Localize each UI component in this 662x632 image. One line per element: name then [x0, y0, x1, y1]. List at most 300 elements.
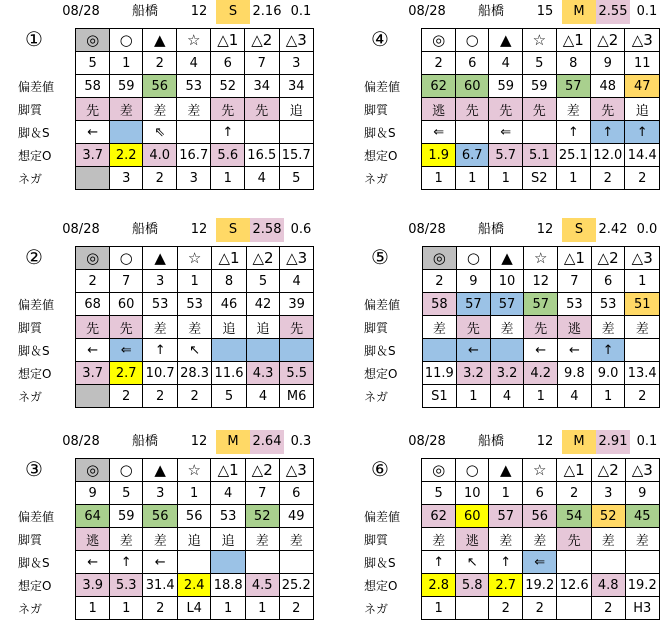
gate-cell: 9	[457, 270, 491, 293]
row-label: 脚＆S	[18, 555, 50, 570]
sym-cell: △2	[591, 29, 625, 52]
race-panel-2	[14, 218, 314, 418]
gate-row	[360, 482, 660, 505]
row-label: 想定O	[18, 148, 52, 163]
dev-cell: 53	[558, 293, 592, 316]
row-label: 偏差値	[364, 79, 401, 94]
style-cell: 追	[211, 528, 245, 551]
sym-cell: ○	[109, 247, 143, 270]
odds-cell: 2.8	[422, 574, 456, 597]
dev-cell: 62	[422, 505, 456, 528]
style-cell: 逃	[558, 316, 592, 339]
race-panel-4	[360, 0, 660, 200]
odds-cell: 1.9	[422, 144, 456, 167]
gate-row	[360, 270, 660, 293]
gate-cell: 2	[143, 52, 177, 75]
arrow-cell	[245, 121, 279, 144]
style-cell: 追	[279, 98, 314, 121]
race-header	[360, 218, 660, 244]
gate-cell: 5	[523, 52, 557, 75]
dev-cell: 56	[523, 505, 557, 528]
header-val2: 0.1	[290, 4, 312, 19]
sym-cell: △2	[245, 29, 279, 52]
dev-cell: 52	[591, 505, 625, 528]
style-cell: 追	[177, 528, 211, 551]
neg-cell: 2	[109, 385, 143, 408]
arrow-cell: ↑	[591, 121, 625, 144]
dev-cell: 48	[591, 75, 625, 98]
neg-cell: 1	[556, 167, 590, 190]
style-cell: 先	[557, 528, 591, 551]
gate-row	[14, 270, 314, 293]
dev-cell: 60	[455, 505, 489, 528]
odds-cell: 2.7	[489, 574, 523, 597]
gate-cell: 3	[143, 270, 177, 293]
header-venue: 船橋	[477, 434, 504, 449]
style-cell: 差	[143, 316, 177, 339]
arrow-cell	[490, 339, 524, 362]
dev-cell: 57	[556, 75, 590, 98]
sym-cell: ◎	[76, 29, 110, 52]
dev-cell: 59	[523, 75, 557, 98]
sym-cell: ◎	[76, 459, 110, 482]
arrow-cell: ⇐	[489, 121, 523, 144]
row-label	[14, 270, 76, 293]
odds-cell: 4.3	[246, 362, 280, 385]
negative-row	[14, 597, 314, 620]
odds-cell: 2.2	[109, 144, 143, 167]
header-type: S	[216, 0, 250, 24]
sym-cell: △1	[212, 247, 246, 270]
header-n: 15	[536, 4, 554, 19]
race-panel-5	[360, 218, 660, 418]
row-label: 脚＆S	[364, 555, 396, 570]
position-arrow-row	[14, 551, 314, 574]
arrow-cell: ⇐	[523, 551, 557, 574]
header-val2: 0.1	[636, 434, 658, 449]
style-cell: 差	[143, 98, 177, 121]
negative-row	[14, 385, 314, 408]
style-cell: 差	[422, 528, 456, 551]
arrow-cell	[246, 339, 280, 362]
style-cell: 差	[591, 316, 625, 339]
neg-cell: 4	[490, 385, 524, 408]
header-val: 2.16	[252, 4, 282, 19]
race-panel-1	[14, 0, 314, 200]
style-cell: 逃	[455, 528, 489, 551]
odds-cell: 3.9	[76, 574, 110, 597]
neg-cell: M6	[280, 385, 314, 408]
race-header	[360, 0, 660, 26]
odds-cell: 4.5	[245, 574, 279, 597]
neg-cell: 1	[455, 167, 489, 190]
gate-cell: 2	[76, 270, 110, 293]
symbol-row	[14, 29, 314, 52]
neg-cell: 1	[422, 597, 456, 620]
gate-cell: 9	[76, 482, 110, 505]
race-number: ②	[25, 245, 43, 269]
sym-cell: △1	[211, 29, 245, 52]
gate-cell: 2	[422, 52, 456, 75]
deviation-row	[360, 293, 660, 316]
neg-cell: 1	[76, 597, 110, 620]
gate-cell: 6	[211, 52, 245, 75]
odds-cell: 5.5	[280, 362, 314, 385]
running-style-row	[360, 528, 660, 551]
neg-cell: 1	[591, 385, 625, 408]
gate-cell: 5	[246, 270, 280, 293]
arrow-cell	[109, 121, 143, 144]
odds-cell: 12.6	[557, 574, 591, 597]
row-label	[360, 459, 422, 482]
dev-cell: 51	[625, 293, 660, 316]
row-label: 想定O	[364, 366, 398, 381]
running-style-row	[14, 528, 314, 551]
dev-cell: 34	[245, 75, 279, 98]
row-label: ネガ	[18, 171, 43, 186]
row-label: ネガ	[364, 171, 389, 186]
negative-row	[14, 167, 314, 190]
style-cell: 先	[523, 98, 557, 121]
gate-cell: 5	[422, 482, 456, 505]
gate-cell: 5	[109, 482, 143, 505]
header-date: 08/28	[62, 222, 100, 237]
style-cell: 先	[457, 316, 491, 339]
row-label: 脚質	[364, 102, 389, 117]
race-panel-3	[14, 430, 314, 630]
running-style-row	[14, 316, 314, 339]
header-val2: 0.1	[636, 4, 658, 19]
dev-cell: 54	[557, 505, 591, 528]
arrow-cell: ←	[457, 339, 491, 362]
header-type: M	[216, 430, 250, 454]
style-cell: 逃	[76, 528, 110, 551]
neg-cell: 2	[591, 597, 625, 620]
dev-cell: 59	[109, 75, 143, 98]
neg-cell: 2	[489, 597, 523, 620]
deviation-row	[14, 293, 314, 316]
style-cell: 先	[211, 98, 245, 121]
row-label	[14, 29, 76, 52]
row-label	[360, 52, 422, 75]
prediction-grid	[360, 458, 660, 620]
sym-cell: ☆	[524, 247, 558, 270]
gate-cell: 3	[279, 52, 314, 75]
odds-cell: 16.5	[245, 144, 279, 167]
header-val2: 0.0	[636, 222, 658, 237]
style-cell: 追	[212, 316, 246, 339]
row-label: 脚質	[18, 102, 43, 117]
odds-cell: 25.1	[556, 144, 590, 167]
header-date: 08/28	[408, 434, 446, 449]
arrow-cell: ↖	[455, 551, 489, 574]
arrow-cell: ↑	[109, 551, 143, 574]
odds-cell: 19.2	[523, 574, 557, 597]
arrow-cell	[625, 551, 660, 574]
sym-cell: △3	[625, 459, 660, 482]
style-cell: 先	[109, 316, 143, 339]
dev-cell: 46	[212, 293, 246, 316]
gate-cell: 5	[76, 52, 110, 75]
gate-cell: 9	[625, 482, 660, 505]
gate-cell: 7	[245, 52, 279, 75]
sym-cell: ☆	[177, 247, 211, 270]
header-date: 08/28	[408, 222, 446, 237]
sym-cell: △3	[625, 29, 660, 52]
sym-cell: △2	[246, 247, 280, 270]
row-label: 偏差値	[18, 297, 55, 312]
sym-cell: ◎	[76, 247, 110, 270]
style-cell: 追	[246, 316, 280, 339]
gate-cell: 8	[212, 270, 246, 293]
style-cell: 差	[591, 528, 625, 551]
sym-cell: ▲	[143, 459, 177, 482]
sym-cell: ☆	[523, 29, 557, 52]
dev-cell: 53	[177, 75, 211, 98]
gate-cell: 10	[490, 270, 524, 293]
sym-cell: ▲	[489, 29, 523, 52]
sym-cell: ☆	[177, 459, 211, 482]
gate-cell: 4	[489, 52, 523, 75]
arrow-cell	[212, 339, 246, 362]
dev-cell: 60	[455, 75, 489, 98]
arrow-cell	[245, 551, 279, 574]
race-number: ③	[25, 457, 43, 481]
arrow-cell: ←	[76, 121, 110, 144]
dev-cell: 52	[245, 505, 279, 528]
neg-cell: L4	[177, 597, 211, 620]
odds-cell: 4.2	[524, 362, 558, 385]
arrow-cell: ←	[558, 339, 592, 362]
dev-cell: 45	[625, 505, 660, 528]
header-val: 2.58	[250, 218, 284, 242]
arrow-cell	[557, 551, 591, 574]
row-label	[14, 52, 76, 75]
neg-cell: 1	[211, 597, 245, 620]
running-style-row	[360, 98, 660, 121]
row-label: 脚＆S	[364, 125, 396, 140]
sym-cell: △3	[279, 29, 314, 52]
expected-odds-row	[360, 362, 660, 385]
negative-row	[360, 385, 660, 408]
neg-cell: 2	[279, 597, 314, 620]
gate-cell: 1	[177, 270, 211, 293]
header-val2: 0.6	[290, 222, 312, 237]
race-header	[360, 430, 660, 456]
dev-cell: 59	[109, 505, 143, 528]
odds-cell: 5.7	[489, 144, 523, 167]
race-header	[14, 218, 314, 244]
row-label	[360, 29, 422, 52]
header-val: 2.91	[596, 430, 630, 454]
gate-row	[360, 52, 660, 75]
sym-cell: ☆	[177, 29, 211, 52]
neg-cell: 2	[143, 167, 177, 190]
row-label: 脚質	[18, 320, 43, 335]
header-venue: 船橋	[477, 4, 504, 19]
neg-cell: S2	[523, 167, 557, 190]
gate-cell: 1	[177, 482, 211, 505]
expected-odds-row	[14, 574, 314, 597]
dev-cell: 53	[177, 293, 211, 316]
race-panel-6	[360, 430, 660, 630]
gate-cell: 1	[489, 482, 523, 505]
row-label: 脚＆S	[18, 125, 50, 140]
dev-cell: 56	[143, 505, 177, 528]
arrow-cell: ↑	[591, 339, 625, 362]
style-cell: 逃	[422, 98, 456, 121]
running-style-row	[14, 98, 314, 121]
header-n: 12	[190, 4, 208, 19]
row-label: ネガ	[364, 601, 389, 616]
odds-cell: 5.3	[109, 574, 143, 597]
dev-cell: 68	[76, 293, 110, 316]
arrow-cell: ↑	[422, 551, 456, 574]
style-cell: 差	[625, 528, 660, 551]
header-n: 12	[536, 222, 554, 237]
row-label	[360, 247, 422, 270]
odds-cell: 13.4	[625, 362, 660, 385]
sym-cell: ☆	[523, 459, 557, 482]
header-n: 12	[536, 434, 554, 449]
style-cell: 追	[625, 98, 660, 121]
neg-cell: 1	[245, 597, 279, 620]
gate-cell: 1	[109, 52, 143, 75]
odds-cell: 3.7	[76, 144, 110, 167]
gate-cell: 3	[143, 482, 177, 505]
sym-cell: △3	[625, 247, 660, 270]
row-label: 偏差値	[364, 509, 401, 524]
neg-cell: 2	[625, 385, 660, 408]
running-style-row	[360, 316, 660, 339]
gate-cell: 9	[591, 52, 625, 75]
arrow-cell	[591, 551, 625, 574]
sym-cell: ▲	[489, 459, 523, 482]
sym-cell: △1	[211, 459, 245, 482]
arrow-cell: ↑	[625, 121, 660, 144]
style-cell: 先	[524, 316, 558, 339]
sym-cell: ○	[109, 29, 143, 52]
neg-cell	[76, 385, 110, 408]
dev-cell: 57	[524, 293, 558, 316]
neg-cell: 1	[422, 167, 456, 190]
position-arrow-row	[14, 121, 314, 144]
expected-odds-row	[360, 574, 660, 597]
neg-cell: 2	[625, 167, 660, 190]
symbol-row	[360, 29, 660, 52]
neg-cell: H3	[625, 597, 660, 620]
header-n: 12	[190, 434, 208, 449]
sym-cell: ◎	[422, 247, 456, 270]
odds-cell: 4.8	[591, 574, 625, 597]
gate-cell: 6	[279, 482, 314, 505]
sym-cell: △1	[557, 459, 591, 482]
expected-odds-row	[14, 362, 314, 385]
race-number: ④	[371, 27, 389, 51]
prediction-grid	[360, 28, 660, 190]
neg-cell: 4	[246, 385, 280, 408]
arrow-cell: ↖	[177, 339, 211, 362]
sym-cell: △1	[556, 29, 590, 52]
prediction-grid	[14, 458, 314, 620]
dev-cell: 52	[211, 75, 245, 98]
arrow-cell: ←	[524, 339, 558, 362]
odds-cell: 6.7	[455, 144, 489, 167]
arrow-cell	[279, 551, 314, 574]
row-label	[14, 482, 76, 505]
gate-cell: 4	[280, 270, 314, 293]
deviation-row	[14, 75, 314, 98]
row-label: ネガ	[364, 389, 389, 404]
row-label: 偏差値	[364, 297, 401, 312]
arrow-cell	[211, 551, 245, 574]
position-arrow-row	[360, 551, 660, 574]
header-n: 12	[190, 222, 208, 237]
deviation-row	[360, 505, 660, 528]
gate-cell: 8	[556, 52, 590, 75]
row-label: 想定O	[18, 366, 52, 381]
gate-cell: 2	[422, 270, 456, 293]
arrow-cell: ↑	[556, 121, 590, 144]
odds-cell: 5.6	[211, 144, 245, 167]
dev-cell: 57	[489, 505, 523, 528]
row-label: 脚質	[364, 532, 389, 547]
neg-cell: 2	[143, 597, 177, 620]
gate-cell: 7	[109, 270, 143, 293]
dev-cell: 62	[422, 75, 456, 98]
arrow-cell	[523, 121, 557, 144]
neg-cell: S1	[422, 385, 456, 408]
dev-cell: 58	[422, 293, 456, 316]
sym-cell: △1	[558, 247, 592, 270]
neg-cell: 4	[558, 385, 592, 408]
gate-cell: 3	[591, 482, 625, 505]
dev-cell: 34	[279, 75, 314, 98]
header-venue: 船橋	[131, 434, 158, 449]
neg-cell: 2	[143, 385, 177, 408]
dev-cell: 53	[143, 293, 177, 316]
style-cell: 差	[556, 98, 590, 121]
dev-cell: 59	[489, 75, 523, 98]
odds-cell: 5.8	[455, 574, 489, 597]
race-number: ①	[25, 27, 43, 51]
neg-cell	[557, 597, 591, 620]
race-header	[14, 430, 314, 456]
arrow-cell: ↑	[143, 339, 177, 362]
neg-cell: 1	[109, 597, 143, 620]
symbol-row	[14, 459, 314, 482]
style-cell: 先	[245, 98, 279, 121]
dev-cell: 53	[591, 293, 625, 316]
style-cell: 差	[177, 98, 211, 121]
odds-cell: 14.4	[625, 144, 660, 167]
arrow-cell	[280, 339, 314, 362]
header-venue: 船橋	[477, 222, 504, 237]
sym-cell: ◎	[422, 459, 456, 482]
style-cell: 先	[76, 98, 110, 121]
gate-cell: 4	[211, 482, 245, 505]
symbol-row	[360, 247, 660, 270]
header-venue: 船橋	[131, 222, 158, 237]
sym-cell: ▲	[490, 247, 524, 270]
dev-cell: 56	[177, 505, 211, 528]
odds-cell: 3.2	[490, 362, 524, 385]
expected-odds-row	[360, 144, 660, 167]
odds-cell: 11.9	[422, 362, 456, 385]
arrow-cell: ←	[76, 339, 110, 362]
neg-cell: 2	[591, 167, 625, 190]
row-label: 想定O	[364, 148, 398, 163]
